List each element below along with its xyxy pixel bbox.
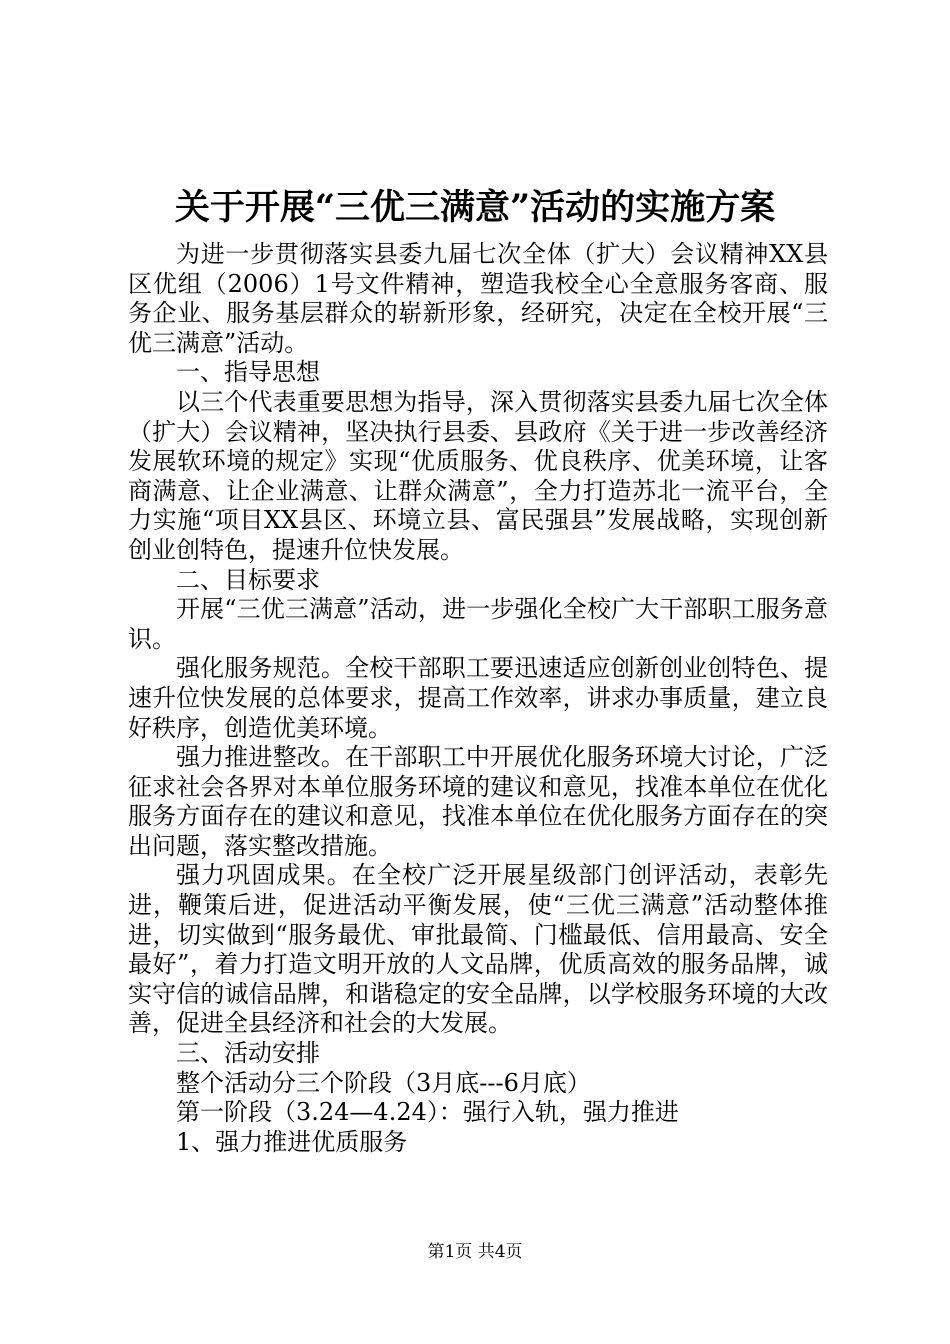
paragraph-service-standard: 强化服务规范。全校干部职工要迅速适应创新创业创特色、提速升位快发展的总体要求，提高工作效率，讲求办事质量，建立良好秩序，创造优美环境。 [128,654,828,742]
paragraph-item-1: 1、强力推进优质服务 [176,1127,408,1156]
paragraph-goal: 开展“三优三满意”活动，进一步强化全校广大干部职工服务意识。 [128,595,828,653]
section-heading-1: 一、指导思想 [176,358,320,387]
section-heading-3: 三、活动安排 [176,1039,320,1068]
page-number-footer: 第1页 共4页 [427,1242,523,1262]
document-title: 关于开展“三优三满意”活动的实施方案 [174,187,776,228]
paragraph-guiding-thought: 以三个代表重要思想为指导，深入贯彻落实县委九届七次全体（扩大）会议精神，坚决执行县委、县政府《关于进一步改善经济发展软环境的规定》实现“优质服务、优良秩序、优美环境，让客商满意、让企业满意、让群众满意”，全力打造苏北一流平台，全力实施“项目XX县区、环境立县、富民强县”发展战略，实现创新创业创特色，提速升位快发展。 [128,387,828,564]
paragraph-intro: 为进一步贯彻落实县委九届七次全体（扩大）会议精神XX县区优组（2006）1号文件精神，塑造我校全心全意服务客商、服务企业、服务基层群众的崭新形象，经研究，决定在全校开展“三优三满意”活动。 [128,240,828,357]
paragraph-consolidation: 强力巩固成果。在全校广泛开展星级部门创评活动，表彰先进，鞭策后进，促进活动平衡发展，使“三优三满意”活动整体推进，切实做到“服务最优、审批最简、门槛最低、信用最高、安全最好”，着力打造文明开放的人文品牌，优质高效的服务品牌，诚实守信的诚信品牌，和谐稳定的安全品牌，以学校服务环境的大改善，促进全县经济和社会的大发展。 [128,861,828,1038]
paragraph-phase-one: 第一阶段（3.24—4.24）：强行入轨，强力推进 [176,1098,679,1127]
paragraph-phases: 整个活动分三个阶段（3月底---6月底） [176,1068,591,1097]
document-body [128,240,828,1157]
paragraph-rectification: 强力推进整改。在干部职工中开展优化服务环境大讨论，广泛征求社会各界对本单位服务环境的建议和意见，找准本单位在优化服务方面存在的建议和意见，找准本单位在优化服务方面存在的突出问题，落实整改措施。 [128,743,828,860]
section-heading-2: 二、目标要求 [176,565,320,594]
